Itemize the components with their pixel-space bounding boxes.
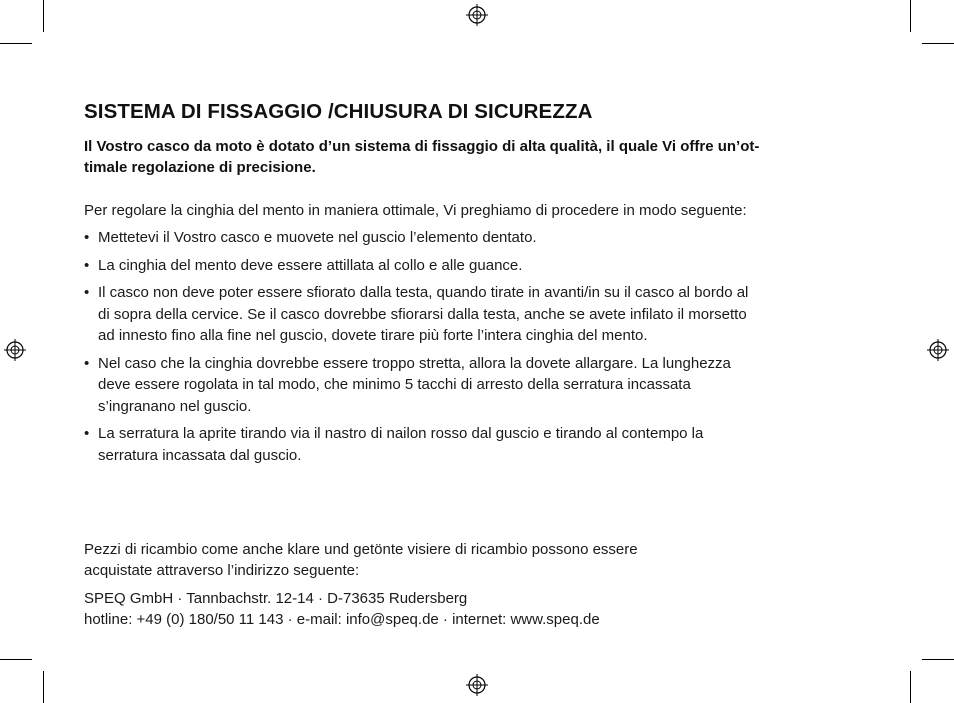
step-text: La cinghia del mento deve essere attillata al collo e alle guance.: [98, 256, 523, 274]
spare-parts-note: Pezzi di ricambio come anche klare und getönte visiere di ricambio possono essere acquistate attraverso l’indirizzo seguente:: [84, 541, 638, 579]
crop-mark-top-right-h: [922, 43, 954, 44]
list-item: [84, 282, 884, 347]
registration-mark-right-icon: [927, 339, 949, 361]
contact-footer: [84, 540, 864, 630]
step-text: La serratura la aprite tirando via il nastro di nailon rosso dal guscio e tirando al contempo la serratura incassata dal guscio.: [98, 425, 704, 464]
intro-paragraph: Per regolare la cinghia del mento in maniera ottimale, Vi preghiamo di procedere in modo seguente:: [84, 202, 747, 219]
step-text: Nel caso che la cinghia dovrebbe essere troppo stretta, allora la dovete allargare. La lunghezza deve essere rogolata in tal modo, che minimo 5 tacchi di arresto della serratura incassata s’ingranano nel guscio.: [98, 354, 731, 415]
step-text: Il casco non deve poter essere sfiorato dalla testa, quando tirate in avanti/in su il casco al bordo al di sopra della cervice. Se il casco dovrebbe sfiorarsi dalla testa, anche se avete infilato il morsetto ad innesto fino alla fine nel guscio, dovete tirare più forte l’intera cinghia del mento.: [98, 284, 749, 344]
bullet-icon: •: [84, 229, 90, 246]
crop-mark-top-left-v: [43, 0, 44, 32]
contact-line: hotline: +49 (0) 180/50 11 143 · e-mail: info@speq.de · internet: www.speq.de: [84, 610, 600, 628]
crop-mark-bottom-right-v: [910, 671, 911, 703]
registration-mark-top-icon: [466, 4, 488, 26]
crop-mark-top-right-v: [910, 0, 911, 32]
crop-mark-bottom-left-v: [43, 671, 44, 703]
bullet-icon: •: [84, 354, 90, 372]
list-item: [84, 353, 884, 418]
crop-mark-bottom-left-h: [0, 659, 32, 660]
registration-mark-bottom-icon: [466, 674, 488, 696]
list-item: [84, 255, 884, 277]
bullet-icon: •: [84, 284, 90, 301]
lead-paragraph: Il Vostro casco da moto è dotato d’un sistema di fissaggio di alta qualità, il quale Vi offre un’ot- timale regolazione di precisione.: [84, 138, 760, 176]
step-text: Mettetevi il Vostro casco e muovete nel guscio l’elemento dentato.: [98, 229, 537, 246]
steps-list: [84, 227, 884, 466]
list-item: [84, 227, 884, 249]
section-title: SISTEMA DI FISSAGGIO /CHIUSURA DI SICUREZZA: [84, 100, 593, 123]
bullet-icon: •: [84, 256, 90, 274]
instructions-section: [84, 100, 884, 472]
crop-mark-top-left-h: [0, 43, 32, 44]
list-item: [84, 423, 884, 466]
bullet-icon: •: [84, 425, 90, 442]
crop-mark-bottom-right-h: [922, 659, 954, 660]
company-address: SPEQ GmbH · Tannbachstr. 12-14 · D-73635 Rudersberg: [84, 590, 468, 607]
registration-mark-left-icon: [4, 339, 26, 361]
